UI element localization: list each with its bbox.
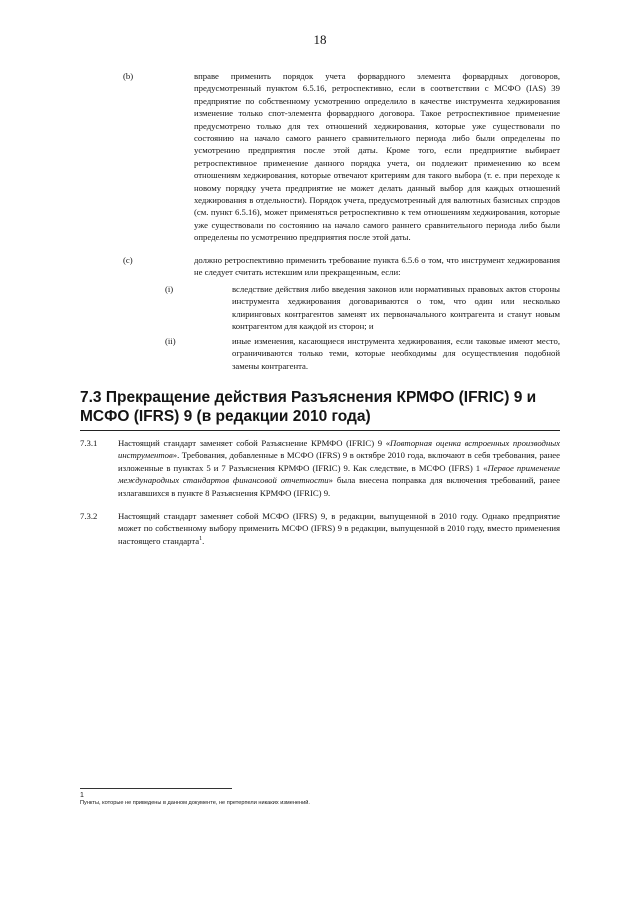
paragraph-text-span: ». Требования, добавленные в МСФО (IFRS) 9 в октябре 2010 года, включают в себя требования, ранее изложенные в пунктах 5 и 7 Разъяснения КРМФО (IFRIC) 9. Как следствие, в МСФО (IFRS) 1 « — [118, 450, 560, 473]
section-title: 7.3 Прекращение действия Разъяснения КРМФО (IFRIC) 9 и МСФО (IFRS) 9 (в редакции 2010 года) — [80, 389, 537, 425]
paragraph-number-7-3-1: 7.3.1 — [80, 438, 98, 448]
paragraph-7-3-2 — [118, 510, 560, 547]
paragraph-text-span: » была внесена поправка для включения требований, ранее излагавшихся в пункте 8 Разъяснения КРМФО (IFRIC) 9. — [118, 475, 560, 498]
list-item-b-text: вправе применить порядок учета форвардного элемента форвардных договоров, предусмотренный пунктом 6.5.16, ретроспективно, если в соответствии с МСФО (IAS) 39 предприятие по собственному усмотрению определило в качестве инструмента хеджирования изменение только спот-элемента форвардного договора. Такое ретроспективное применение предусмотрено только для тех отношений хеджирования, которые уже существовали по состоянию на начало самого раннего сравнительного периода либо были определены по усмотрению предприятия после этой даты. Кроме того, если предприятие выбирает ретроспективное применение данного порядка учета, он подлежит применению ко всем отношениям хеджирования, которые отвечают критериям для такого выбора (т. е. при переходе к новому порядку учета предприятие не может делать данный выбор для каждых отношений хеджирования в отдельности). Порядок учета, предусмотренный для валютных базисных спрэдов (см. пункт 6.5.16), может применяться ретроспективно к тем отношениям хеджирования, которые уже существовали по состоянию на начало самого раннего сравнительного периода либо были определены по усмотрению предприятия после этой даты. — [194, 71, 560, 243]
paragraph-number-7-3-2: 7.3.2 — [80, 511, 98, 521]
list-item-c — [194, 254, 560, 279]
paragraph-7-3-1 — [118, 437, 560, 499]
sublist-item-ii-text: иные изменения, касающиеся инструмента хеджирования, если таковые имеют место, ограничиваются только теми, которые необходимы для осуществления подобной замены контрагента. — [232, 336, 560, 371]
paragraph-7-3-1-text — [118, 437, 560, 499]
page-number: 18 — [313, 32, 327, 47]
sublist-item-i-text: вследствие действия либо введения законов или нормативных правовых актов стороны инструмента хеджирования договариваются о том, что один или несколько клиринговых контрагентов заменят их первоначального контрагента и станут новым контрагентом для каждой из сторон; и — [232, 284, 560, 332]
paragraph-text-span: Настоящий стандарт заменяет собой МСФО (IFRS) 9, в редакции, выпущенной в 2010 году. Однако предприятие может по собственному выбору применить МСФО (IFRS) 9 в редакции, выпущенной в 2010 году, вместо применения настоящего стандарта — [118, 511, 560, 546]
list-item-b — [194, 70, 560, 244]
footnote-text: Пункты, которые не приведены в данном документе, не претерпели никаких изменений. — [80, 800, 310, 806]
footnote-reference: 1 — [199, 535, 203, 542]
footnote-marker: 1 — [80, 792, 84, 799]
paragraph-text-span: Настоящий стандарт заменяет собой Разъяснение КРМФО (IFRIC) 9 « — [118, 438, 391, 448]
sublist-item-i — [232, 283, 560, 333]
paragraph-7-3-2-text — [118, 510, 560, 547]
footnote-separator — [80, 788, 232, 789]
sublist-marker-i: (i) — [165, 284, 174, 294]
section-underline — [80, 430, 560, 431]
document-title-italic: Первое применение международных стандартов финансовой отчетности — [118, 462, 560, 486]
list-marker-b: (b) — [123, 71, 134, 81]
document-title-italic: Повторная оценка встроенных производных инструментов — [118, 438, 560, 461]
footnote — [80, 792, 560, 807]
sublist-item-ii — [232, 335, 560, 372]
sublist-marker-ii: (ii) — [165, 336, 176, 346]
list-item-c-text: должно ретроспективно применить требование пункта 6.5.6 о том, что инструмент хеджирования не следует считать истекшим или прекращенным, если: — [194, 255, 560, 278]
paragraph-text-span: . — [202, 535, 205, 546]
list-marker-c: (c) — [123, 255, 133, 265]
